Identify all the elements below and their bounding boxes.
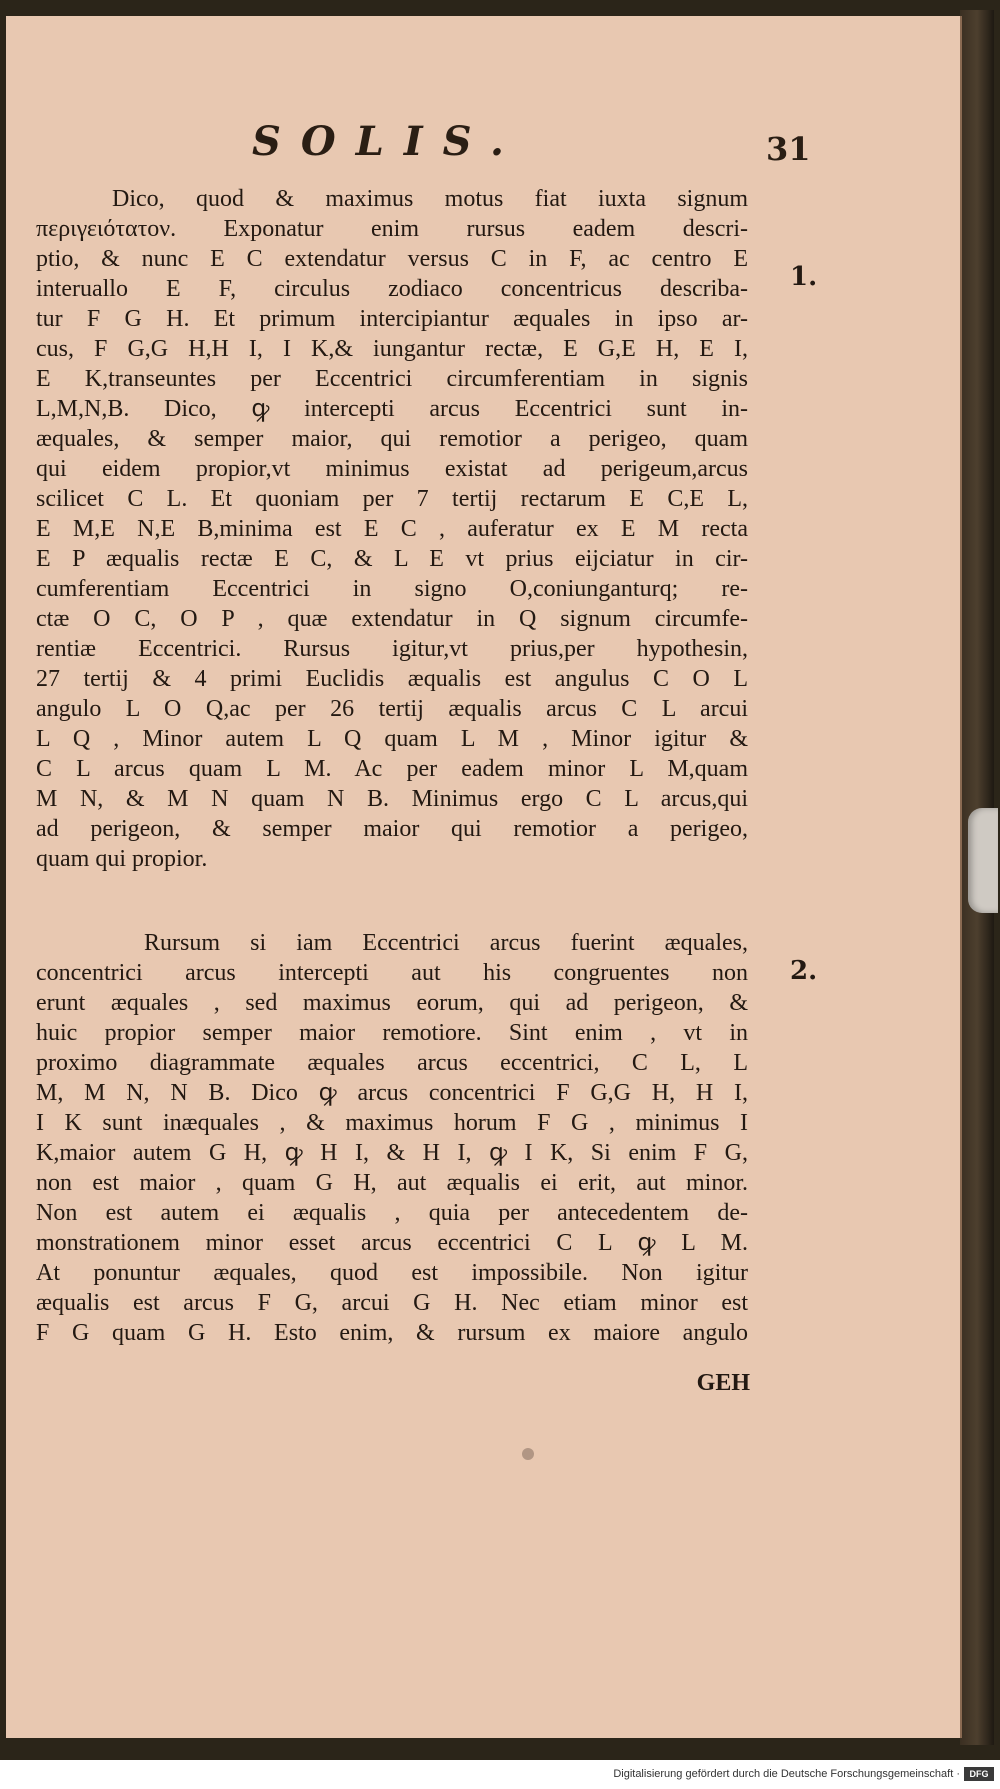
text-line: K,maior autem G H, ꝙ H I, & H I, ꝙ I K, Si enim F G, (36, 1140, 748, 1166)
dfg-logo: DFG (964, 1767, 994, 1781)
text-line: M N, & M N quam N B. Minimus ergo C L arcus,qui (36, 786, 748, 812)
text-line: angulo L O Q,ac per 26 tertij æqualis arcus C L arcui (36, 696, 748, 722)
paper-stain (522, 1448, 534, 1460)
text-line: cumferentiam Eccentrici in signo O,coniunganturq; re- (36, 576, 748, 602)
text-line: proximo diagrammate æquales arcus eccentrici, C L, L (36, 1050, 748, 1076)
text-line: scilicet C L. Et quoniam per 7 tertij rectarum E C,E L, (36, 486, 748, 512)
text-line: æqualis est arcus F G, arcui G H. Nec etiam minor est (36, 1290, 748, 1316)
text-line: περιγειότατον. Exponatur enim rursus eadem descri- (36, 216, 748, 242)
text-line: non est maior , quam G H, aut æqualis ei erit, aut minor. (36, 1170, 748, 1196)
text-line: cus, F G,G H,H I, I K,& iungantur rectæ, E G,E H, E I, (36, 336, 748, 362)
text-line: ptio, & nunc E C extendatur versus C in F, ac centro E (36, 246, 748, 272)
text-line: qui eidem propior,vt minimus existat ad perigeum,arcus (36, 456, 748, 482)
text-line: Non est autem ei æqualis , quia per antecedentem de- (36, 1200, 748, 1226)
catchword: GEH (696, 1370, 750, 1396)
text-line: æquales, & semper maior, qui remotior a perigeo, quam (36, 426, 748, 452)
page-number: 31 (766, 130, 811, 168)
text-line: M, M N, N B. Dico ꝙ arcus concentrici F G,G H, H I, (36, 1080, 748, 1106)
text-line: tur F G H. Et primum intercipiantur æquales in ipso ar- (36, 306, 748, 332)
text-line: concentrici arcus intercepti aut his congruentes non (36, 960, 748, 986)
text-line: interuallo E F, circulus zodiaco concentricus describa- (36, 276, 748, 302)
text-line: L,M,N,B. Dico, ꝙ intercepti arcus Eccentrici sunt in- (36, 396, 748, 422)
text-line: I K sunt inæquales , & maximus horum F G , minimus I (36, 1110, 748, 1136)
text-line: Dico, quod & maximus motus fiat iuxta signum (112, 186, 748, 212)
running-header: SOLIS. (252, 118, 524, 165)
text-line: erunt æquales , sed maximus eorum, qui ad perigeon, & (36, 990, 748, 1016)
text-line: F G quam G H. Esto enim, & rursum ex maiore angulo (36, 1320, 748, 1346)
text-line: 27 tertij & 4 primi Euclidis æqualis est angulus C O L (36, 666, 748, 692)
margin-number-1: 1. (790, 262, 818, 292)
text-line: huic propior semper maior remotiore. Sint enim , vt in (36, 1020, 748, 1046)
margin-number-2: 2. (790, 956, 818, 986)
text-line: monstrationem minor esset arcus eccentrici C L ꝙ L M. (36, 1230, 748, 1256)
text-line: Rursum si iam Eccentrici arcus fuerint æquales, (144, 930, 748, 956)
digitization-credit: Digitalisierung gefördert durch die Deutsche Forschungsgemeinschaft · (613, 1768, 960, 1780)
text-line: L Q , Minor autem L Q quam L M , Minor igitur & (36, 726, 748, 752)
text-line: E K,transeuntes per Eccentrici circumferentiam in signis (36, 366, 748, 392)
text-line: E M,E N,E B,minima est E C , auferatur ex E M recta (36, 516, 748, 542)
text-line: ctæ O C, O P , quæ extendatur in Q signum circumfe- (36, 606, 748, 632)
text-line: At ponuntur æquales, quod est impossibile. Non igitur (36, 1260, 748, 1286)
text-line: C L arcus quam L M. Ac per eadem minor L M,quam (36, 756, 748, 782)
text-line: ad perigeon, & semper maior qui remotior a perigeo, (36, 816, 748, 842)
text-line: quam qui propior. (36, 846, 208, 872)
text-line: rentiæ Eccentrici. Rursus igitur,vt prius,per hypothesin, (36, 636, 748, 662)
text-line: E P æqualis rectæ E C, & L E vt prius eijciatur in cir- (36, 546, 748, 572)
